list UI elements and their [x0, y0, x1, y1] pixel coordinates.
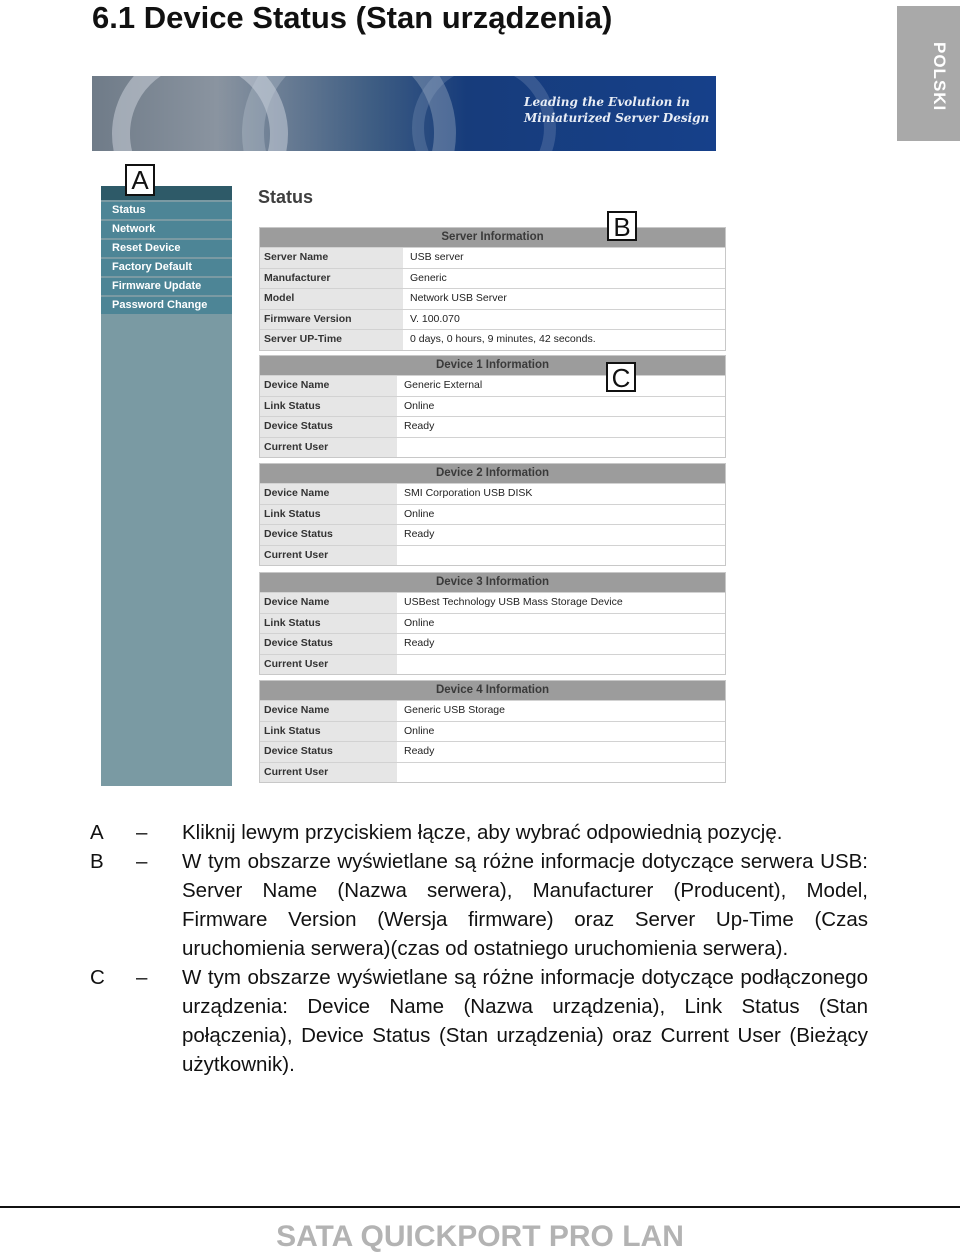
table-row — [260, 721, 725, 742]
row-value: Online — [404, 616, 435, 629]
header-banner — [92, 76, 716, 151]
language-tab — [897, 6, 960, 141]
note-item — [90, 963, 868, 1079]
language-tab-label: POLSKI — [930, 42, 949, 112]
table-header: Device 1 Information — [260, 356, 725, 375]
table-header: Device 2 Information — [260, 464, 725, 483]
table-row — [260, 762, 725, 783]
row-value: Ready — [404, 745, 435, 757]
note-letter: C — [90, 966, 105, 989]
explanation-notes — [90, 818, 868, 1079]
note-dash: – — [136, 966, 148, 989]
server-information-table — [259, 227, 726, 351]
table-row — [260, 396, 725, 417]
row-label: Current User — [260, 763, 397, 783]
note-dash: – — [136, 821, 148, 844]
row-value: V. 100.070 — [410, 312, 460, 325]
table-row — [260, 545, 725, 566]
row-label: Device Name — [260, 376, 397, 396]
row-value: USB server — [410, 251, 464, 263]
note-letter: A — [90, 821, 104, 844]
row-value: 0 days, 0 hours, 9 minutes, 42 seconds. — [410, 333, 596, 345]
row-value: Generic External — [404, 379, 483, 391]
table-row — [260, 592, 725, 613]
device-4-information-table — [259, 680, 726, 783]
note-text: W tym obszarze wyświetlane są różne informacje dotyczące serwera USB: Server Name (Nazwa serwera), Manufacturer (Producent), Model, Firmware Version (Wersja firmware) oraz Server Up-Time (Czas uruchomienia serwera)(czas od ostatniego uruchomienia serwera). — [182, 850, 868, 960]
table-header: Server Information — [260, 228, 725, 247]
sidebar-item-factory-default[interactable]: Factory Default — [101, 259, 232, 276]
table-row — [260, 741, 725, 762]
row-value: Network USB Server — [410, 292, 507, 304]
row-value — [397, 763, 725, 783]
row-label: Model — [260, 289, 403, 309]
note-dash: – — [136, 850, 148, 873]
table-row — [260, 613, 725, 634]
row-label: Server Name — [260, 248, 403, 268]
row-label: Link Status — [260, 722, 397, 742]
row-value — [397, 655, 725, 675]
tagline-line1: Leading the Evolution in — [524, 95, 690, 109]
row-label: Device Name — [260, 484, 397, 504]
row-value: Ready — [404, 420, 435, 432]
note-text: W tym obszarze wyświetlane są różne informacje dotyczące podłączonego urządzenia: Device Name (Nazwa urządzenia), Link Status (Stan połączenia), Device Status (Stan urządzenia) oraz Current User (Bieżący użytkownik). — [182, 966, 868, 1076]
row-label: Device Name — [260, 593, 397, 613]
row-value: SMI Corporation USB DISK — [404, 487, 533, 499]
footer-product-name: SATA QUICKPORT PRO LAN — [276, 1220, 684, 1253]
table-row — [260, 309, 725, 330]
table-row — [260, 504, 725, 525]
row-label: Current User — [260, 546, 397, 566]
banner-tagline — [524, 94, 714, 126]
row-label: Server UP-Time — [260, 330, 403, 350]
row-label: Device Status — [260, 634, 397, 654]
table-row — [260, 654, 725, 675]
sidebar-item-password-change[interactable]: Password Change — [101, 297, 232, 314]
sidebar-nav — [101, 186, 232, 786]
table-row — [260, 437, 725, 458]
table-row — [260, 329, 725, 350]
sidebar-item-firmware-update[interactable]: Firmware Update — [101, 278, 232, 295]
row-value: Generic USB Storage — [404, 704, 505, 716]
row-value — [397, 438, 725, 458]
row-value: Generic — [410, 271, 447, 284]
device-2-information-table — [259, 463, 726, 566]
row-label: Device Status — [260, 742, 397, 762]
sidebar-item-network[interactable]: Network — [101, 221, 232, 238]
page-heading: 6.1 Device Status (Stan urządzenia) — [92, 0, 613, 35]
row-value: Online — [404, 399, 435, 412]
sidebar-item-reset-device[interactable]: Reset Device — [101, 240, 232, 257]
row-label: Link Status — [260, 505, 397, 525]
sidebar-item-status[interactable]: Status — [101, 202, 232, 219]
table-header: Device 3 Information — [260, 573, 725, 592]
footer-divider — [0, 1206, 960, 1208]
callout-marker-b: B — [607, 211, 637, 241]
row-label: Device Status — [260, 417, 397, 437]
note-letter: B — [90, 850, 104, 873]
row-label: Manufacturer — [260, 269, 403, 289]
row-value: Ready — [404, 637, 435, 649]
table-row — [260, 700, 725, 721]
note-text: Kliknij lewym przyciskiem łącze, aby wybrać odpowiednią pozycję. — [182, 821, 783, 844]
device-1-information-table — [259, 355, 726, 458]
table-row — [260, 288, 725, 309]
table-row — [260, 268, 725, 289]
row-value: Online — [404, 507, 435, 520]
table-row — [260, 633, 725, 654]
table-row — [260, 375, 725, 396]
note-item — [90, 818, 868, 847]
row-label: Current User — [260, 655, 397, 675]
note-item — [90, 847, 868, 963]
table-row — [260, 416, 725, 437]
table-row — [260, 483, 725, 504]
row-label: Current User — [260, 438, 397, 458]
row-label: Link Status — [260, 397, 397, 417]
table-row — [260, 247, 725, 268]
table-header: Device 4 Information — [260, 681, 725, 700]
callout-marker-a: A — [125, 164, 155, 196]
row-value — [397, 546, 725, 566]
row-value: Ready — [404, 528, 435, 540]
device-3-information-table — [259, 572, 726, 675]
row-label: Device Status — [260, 525, 397, 545]
table-row — [260, 524, 725, 545]
row-value: Online — [404, 724, 435, 737]
page-title: Status — [258, 187, 314, 207]
row-value: USBest Technology USB Mass Storage Device — [404, 596, 623, 608]
tagline-line2: Miniaturized Server Design — [524, 111, 710, 125]
row-label: Device Name — [260, 701, 397, 721]
row-label: Firmware Version — [260, 310, 403, 330]
row-label: Link Status — [260, 614, 397, 634]
callout-marker-c: C — [606, 362, 636, 392]
sidebar-top-bar — [101, 186, 232, 200]
